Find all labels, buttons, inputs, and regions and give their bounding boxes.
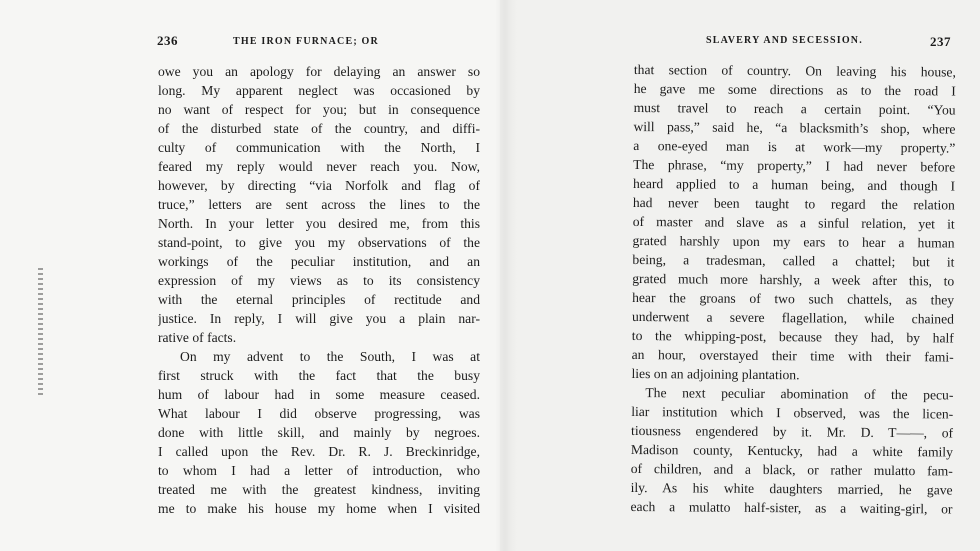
text-line: owe you an apology for delaying an answer so: [158, 64, 480, 79]
text-line: an hour, overstayed their time with their fami-: [631, 346, 954, 365]
text-line: done with little skill, and mainly by negroes.: [158, 425, 480, 440]
text-line: first struck with the fact that the busy: [158, 368, 480, 383]
text-line: me to make his house my home when I visited: [158, 501, 480, 516]
right-running-title: SLAVERY AND SECESSION.: [706, 35, 863, 46]
text-line: each a mulatto half-sister, as a waiting-girl, or: [630, 498, 953, 517]
text-line: to whom I had a letter of introduction, who: [158, 463, 480, 478]
text-line: no want of respect for you; but in consequence: [158, 102, 480, 117]
left-page-number: 236: [157, 33, 178, 48]
text-line: lies on an adjoining plantation.: [631, 365, 800, 383]
text-line: On my advent to the South, I was at: [180, 349, 480, 364]
text-line: grated harshly upon my ears to hear a human: [632, 232, 955, 251]
text-line: The phrase, “my property,” I had never before: [633, 156, 956, 175]
text-line: underwent a severe flagellation, while chained: [631, 308, 955, 327]
text-line: truce,” letters are sent across the lines to the: [158, 197, 480, 212]
text-line: treated me with the greatest kindness, inviting: [158, 482, 480, 497]
text-line: he gave me some directions as to the road I: [633, 80, 956, 99]
text-line: workings of the peculiar institution, and an: [158, 254, 480, 269]
text-line: What labour I did observe progressing, was: [158, 406, 480, 421]
text-line: ily. As his white daughters married, he gave: [630, 479, 953, 498]
text-line: with the eternal principles of rectitude and: [158, 292, 480, 307]
text-line: feared my reply would never reach you. Now,: [158, 159, 480, 174]
text-line: had never been taught to regard the relation: [632, 194, 955, 213]
text-line: rative of facts.: [158, 330, 237, 345]
text-line: hear the groans of two such chattels, as they: [632, 289, 955, 308]
text-line: of children, and a black, or rather mulatto fam-: [630, 460, 953, 479]
text-line: hum of labour had in some measure ceased.: [158, 387, 480, 402]
left-body-text: [158, 62, 480, 518]
text-line: grated much more harshly, a week after this, to: [632, 270, 955, 289]
text-line: must travel to reach a certain point. “You: [633, 99, 956, 118]
text-line: heard applied to a human being, and though I: [632, 175, 956, 194]
text-line: tiousness engendered by it. Mr. D. T——, of: [631, 422, 954, 441]
text-line: Madison county, Kentucky, had a white family: [630, 441, 953, 460]
scan-edge-mark: [38, 268, 43, 398]
text-line: stand-point, to give you my observations of the: [158, 235, 480, 250]
text-line: I called upon the Rev. Dr. R. J. Breckinridge,: [158, 444, 480, 459]
text-line: The next peculiar abomination of the pecu-: [645, 385, 954, 403]
text-line: will pass,” said he, “a blacksmith’s shop, where: [633, 118, 956, 137]
gutter-shadow: [495, 0, 517, 551]
text-line: long. My apparent neglect was occasioned by: [158, 83, 480, 98]
text-line: being, a tradesman, called a chattel; but it: [632, 251, 955, 270]
text-line: of master and slave as a sinful relation, yet it: [632, 213, 955, 232]
text-line: culty of communication with the North, I: [158, 140, 480, 155]
text-line: a one-eyed man is at work—my property.”: [633, 137, 956, 156]
right-page-number: 237: [930, 34, 951, 49]
text-line: liar institution which I observed, was the licen-: [631, 403, 954, 422]
left-running-title: THE IRON FURNACE; OR: [233, 36, 379, 47]
text-line: justice. In reply, I will give you a plain nar-: [158, 311, 480, 326]
text-line: of the disturbed state of the country, and diffi-: [158, 121, 480, 136]
text-line: expression of my views as to its consistency: [158, 273, 480, 288]
text-line: that section of country. On leaving his house,: [633, 61, 956, 80]
text-line: however, by directing “via Norfolk and flag of: [158, 178, 480, 193]
text-line: to the whipping-post, because they had, by half: [631, 327, 954, 346]
right-body-text: [630, 60, 956, 519]
text-line: North. In your letter you desired me, from this: [158, 216, 480, 231]
